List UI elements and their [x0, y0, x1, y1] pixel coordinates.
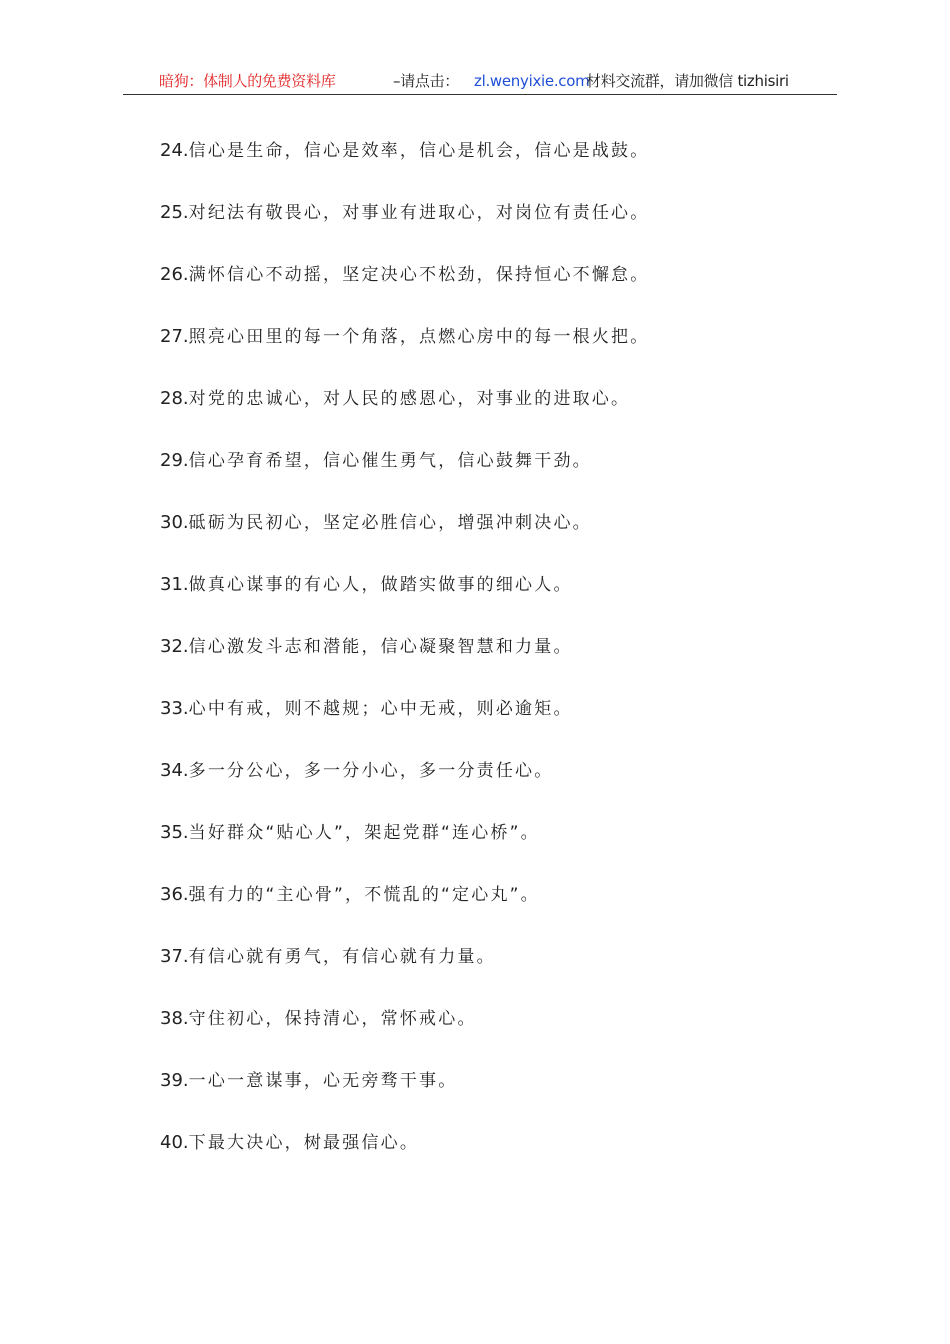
item-text: 对党的忠诚心，对人民的感恩心，对事业的进取心。: [188, 389, 631, 409]
quote-list: [160, 136, 840, 1190]
item-number: 31.: [160, 574, 189, 595]
list-item: [160, 1004, 840, 1066]
item-number: 32.: [160, 636, 189, 657]
item-text: 有信心就有勇气，有信心就有力量。: [188, 947, 496, 967]
list-item: [160, 136, 840, 198]
item-text: 砥砺为民初心，坚定必胜信心，增强冲刺决心。: [188, 513, 592, 533]
list-item: [160, 818, 840, 880]
item-text: 对纪法有敬畏心，对事业有进取心，对岗位有责任心。: [188, 203, 650, 223]
list-item: [160, 508, 840, 570]
list-item: [160, 632, 840, 694]
item-number: 26.: [160, 264, 189, 285]
item-text: 信心激发斗志和潜能，信心凝聚智慧和力量。: [188, 637, 573, 657]
list-item: [160, 880, 840, 942]
header-brand: 暗狗：体制人的免费资料库: [159, 72, 336, 90]
item-text: 守住初心，保持清心，常怀戒心。: [188, 1009, 477, 1029]
list-item: [160, 384, 840, 446]
item-text: 一心一意谋事，心无旁骛干事。: [188, 1071, 458, 1091]
list-item: [160, 260, 840, 322]
item-text: 信心孕育希望，信心催生勇气，信心鼓舞干劲。: [188, 451, 592, 471]
list-item: [160, 1128, 840, 1190]
item-number: 34.: [160, 760, 189, 781]
list-item: [160, 756, 840, 818]
header-wechat-note: 材料交流群，请加微信 tizhisiri: [586, 72, 789, 90]
item-text: 满怀信心不动摇，坚定决心不松劲，保持恒心不懈怠。: [188, 265, 650, 285]
list-item: [160, 198, 840, 260]
list-item: [160, 1066, 840, 1128]
item-text: 当好群众“贴心人”，架起党群“连心桥”。: [188, 823, 540, 843]
item-number: 24.: [160, 140, 189, 161]
item-text: 照亮心田里的每一个角落，点燃心房中的每一根火把。: [188, 327, 650, 347]
item-text: 做真心谋事的有心人，做踏实做事的细心人。: [188, 575, 573, 595]
item-number: 38.: [160, 1008, 189, 1029]
item-text: 心中有戒，则不越规；心中无戒，则必逾矩。: [188, 699, 573, 719]
item-number: 28.: [160, 388, 189, 409]
page-header: [123, 70, 837, 95]
item-number: 33.: [160, 698, 189, 719]
item-number: 36.: [160, 884, 189, 905]
item-text: 下最大决心，树最强信心。: [188, 1133, 420, 1153]
item-text: 强有力的“主心骨”，不慌乱的“定心丸”。: [188, 885, 540, 905]
item-number: 39.: [160, 1070, 189, 1091]
list-item: [160, 322, 840, 384]
item-number: 29.: [160, 450, 189, 471]
item-text: 信心是生命，信心是效率，信心是机会，信心是战鼓。: [188, 141, 650, 161]
item-number: 37.: [160, 946, 189, 967]
list-item: [160, 570, 840, 632]
list-item: [160, 446, 840, 508]
item-number: 40.: [160, 1132, 189, 1153]
item-number: 25.: [160, 202, 189, 223]
item-number: 30.: [160, 512, 189, 533]
item-number: 27.: [160, 326, 189, 347]
item-number: 35.: [160, 822, 189, 843]
header-click-label: –请点击：: [393, 72, 460, 90]
header-site-link[interactable]: zl.wenyixie.com: [474, 72, 590, 90]
item-text: 多一分公心，多一分小心，多一分责任心。: [188, 761, 554, 781]
list-item: [160, 694, 840, 756]
list-item: [160, 942, 840, 1004]
